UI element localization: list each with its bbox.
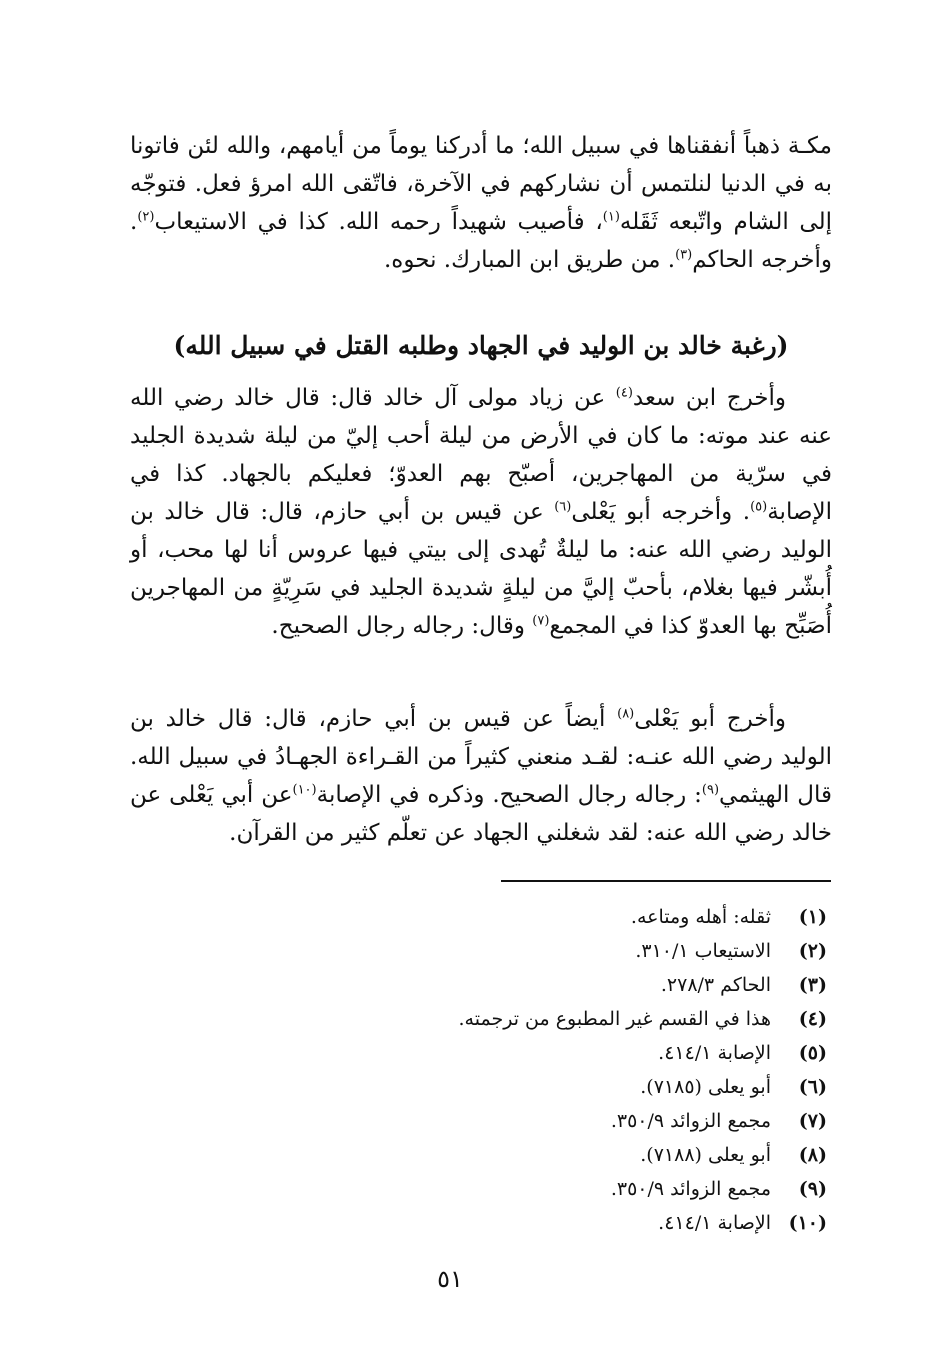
- paragraph-text: عن قيس بن أبي حازم، قال: قال خالد بن الوليد رضي الله عنه: ما ليلةٌ تُهدى إلى بيتي فيها عروس أنا لها محب، أو أُبشّر فيها بغلام، بأحبّ إليَّ من ليلةٍ شديدة الجليد في سَرِيّةٍ من المهاجرين أُصَبِّح بها العدوّ كذا في المجمع: [130, 499, 832, 639]
- footnote-marker: (٢): [137, 209, 155, 225]
- footnote-item: [227, 1002, 827, 1036]
- paragraph-text: وأخرج ابن سعد: [632, 385, 786, 411]
- footnotes-list: [227, 900, 827, 1240]
- section-heading: (رغبة خالد بن الوليد في الجهاد وطلبه القتل في سبيل الله): [173, 331, 789, 360]
- footnote-number: (٦): [798, 1076, 827, 1098]
- paragraph-abu-yala: [130, 700, 832, 852]
- footnote-marker: (٩): [701, 782, 720, 798]
- footnote-marker: (٦): [554, 499, 572, 515]
- footnote-marker: (٤): [615, 385, 633, 401]
- footnote-number: (١): [798, 906, 827, 928]
- footnote-item: [227, 900, 827, 934]
- footnote-marker: (١): [602, 209, 620, 225]
- paragraph-text: عن زياد مولى آل خالد قال: قال خالد رضي الله عنه عند موته: ما كان في الأرض من ليلة أحب إليّ من ليلة شديدة الجليد في سرّية من المهاجرين، أصبّح بهم العدوّ؛ فعليكم بالجهاد. كذا في الإصابة: [130, 385, 832, 525]
- paragraph-text: . وأخرجه الحاكم: [130, 209, 832, 273]
- footnote-marker: (٧): [532, 613, 550, 629]
- footnote-number: (١٠): [788, 1212, 827, 1234]
- paragraph-khalid-ibn-saad: [130, 379, 832, 645]
- footnote-marker: (٣): [675, 247, 693, 263]
- paragraph-continuation: [130, 127, 832, 279]
- footnote-text: مجمع الزوائد ٣٥٠/٩.: [610, 1110, 771, 1132]
- paragraph-text: : رجاله رجال الصحيح. وذكره في الإصابة: [316, 782, 702, 808]
- paragraph-text: مكـة ذهباً أنفقناها في سبيل الله؛ ما أدركنا يوماً من أيامهم، والله لئن فاتونا به في الدنيا لنلتمس أن نشاركهم في الآخرة، فاتّقى الله امرؤ فعل. فتوجّه إلى الشام واتّبعه ثَقَله: [130, 133, 832, 235]
- footnote-marker: (٨): [617, 706, 635, 722]
- footnote-item: [227, 1070, 827, 1104]
- footnote-number: (٨): [798, 1144, 827, 1166]
- paragraph-text: ، فأصيب شهيداً رحمه الله. كذا في الاستيعاب: [154, 209, 603, 235]
- page-number: ٥١: [437, 1265, 463, 1293]
- footnote-marker: (١٠): [292, 782, 317, 798]
- paragraph-text: عن أبي يَعْلى عن خالد رضي الله عنه: لقد شغلني الجهاد عن تعلّم كثير من القرآن.: [130, 782, 832, 846]
- footnote-text: ثقله: أهله ومتاعه.: [630, 906, 771, 928]
- footnote-text: مجمع الزوائد ٣٥٠/٩.: [610, 1178, 771, 1200]
- footnote-text: الإصابة ٤١٤/١.: [658, 1212, 771, 1234]
- footnote-text: هذا في القسم غير المطبوع من ترجمته.: [458, 1008, 771, 1030]
- footnote-item: [227, 934, 827, 968]
- paragraph-text: أيضاً عن قيس بن أبي حازم، قال: قال خالد بن الوليد رضي الله عنـه: لقـد منعني كثيراً من القـراءة الجهـادُ في سبيل الله. قال الهيثمي: [130, 706, 833, 808]
- footnote-item: [227, 1036, 827, 1070]
- footnote-marker: (٥): [750, 499, 768, 515]
- footnote-text: الاستيعاب ٣١٠/١.: [635, 940, 771, 962]
- footnote-item: [227, 968, 827, 1002]
- paragraph-text: . وأخرجه أبو يَعْلى: [571, 499, 751, 525]
- footnote-number: (٥): [798, 1042, 827, 1064]
- footnote-text: أبو يعلى (٧١٨٥).: [640, 1076, 771, 1098]
- footnote-text: الإصابة ٤١٤/١.: [658, 1042, 771, 1064]
- footnote-item: [227, 1172, 827, 1206]
- footnote-number: (٣): [798, 974, 827, 996]
- footnote-item: [227, 1206, 827, 1240]
- footnote-text: الحاكم ٢٧٨/٣.: [660, 974, 771, 996]
- paragraph-text: وأخرج أبو يَعْلى: [634, 706, 786, 732]
- footnote-item: [227, 1138, 827, 1172]
- paragraph-text: وقال: رجاله رجال الصحيح.: [271, 613, 533, 639]
- paragraph-text: . من طريق ابن المبارك. نحوه.: [383, 247, 676, 273]
- footnote-number: (٤): [798, 1008, 827, 1030]
- footnote-divider: [501, 880, 831, 882]
- footnote-number: (٩): [798, 1178, 827, 1200]
- footnote-text: أبو يعلى (٧١٨٨).: [640, 1144, 771, 1166]
- footnote-item: [227, 1104, 827, 1138]
- footnote-number: (٢): [798, 940, 827, 962]
- footnote-number: (٧): [798, 1110, 827, 1132]
